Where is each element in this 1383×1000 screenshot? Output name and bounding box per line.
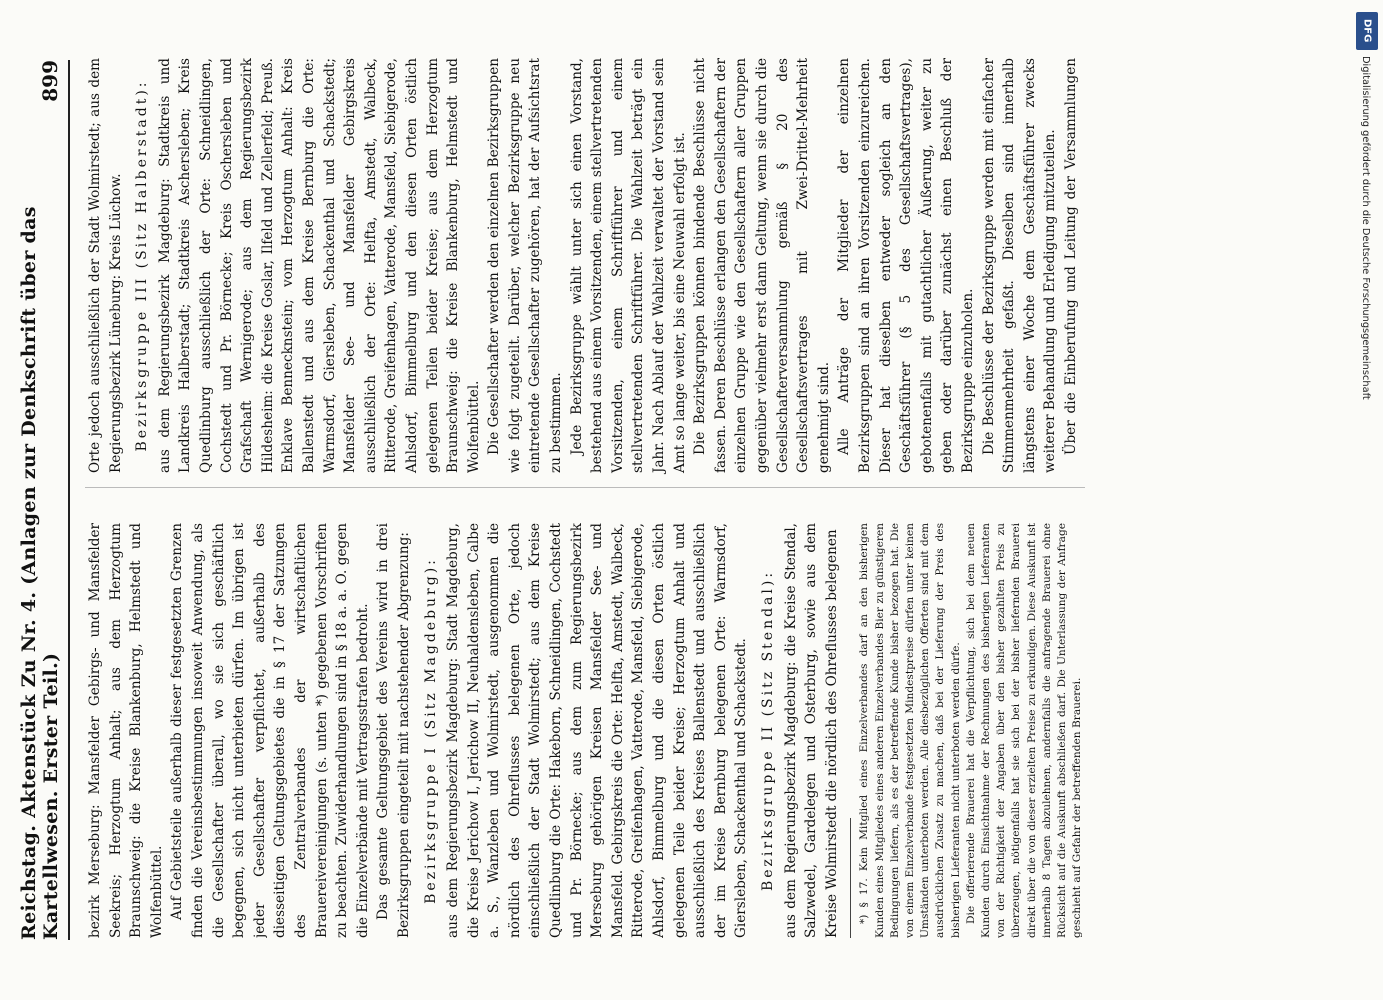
- paragraph: aus dem Regierungsbezirk Magdeburg: Stadtkreis und Landkreis Halberstadt; Stadtkreis Aschersleben; Kreis Quedlinburg ausschließlich der Orte: Schneidlingen, Cochstedt und Pr. Börnecke; Kreis Oschersleben und Grafschaft Wernigerode; aus dem Regierungsbezirk Hildesheim: die Kreise Goslar, Ilfeld und Zellerfeld; Preuß. Enklave Bennecknstein; vom Herzogtum Anhalt: Kreis Ballenstedt und aus dem Kreise Bernburg die Orte: Warmsdorf, Giersleben, Schackenthal und Schackstedt; Mansfelder See- und Mansfelder Gebirgskreis ausschließlich der Orte: Helfta, Amstedt, Walbeck, Ritterode, Greifenhagen, Vatterode, Mansfeld, Siebigerode, Ahlsdorf, Bimmelburg und den diesen Orten östlich gelegenen Teilen beider Kreise; aus dem Herzogtum Braunschweig: die Kreise Blankenburg, Helmstedt und Wolfenbüttel.: [156, 58, 482, 473]
- group-heading: Bezirksgruppe III (Sitz Halberstadt):: [134, 79, 151, 452]
- paragraph: Auf Gebietsteile außerhalb dieser festgesetzten Grenzen finden die Vereinsbestimmungen insoweit Anwendung, als die Gesellschafter überall, wo sie sich geschäftlich begegnen, sich nicht unterbieten dürfen. Im übrigen ist jeder Gesellschafter verpflichtet, außerhalb des diesseitigen Geltungsgebietes die in § 17 der Satzungen des Zentralverbandes der wirtschaftlichen Brauereivereinigungen (s. unten *) gegebenen Vorschriften zu beachten. Zuwiderhandlungen sind in § 18 a. a. O. gegen die Einzelverbände mit Vertragsstrafen bedroht.: [169, 523, 371, 938]
- paragraph: Über die Einberufung und Leitung der Versammlungen: [1062, 58, 1079, 455]
- paragraph: aus dem Regierungsbezirk Magdeburg: Stadt Magdeburg, die Kreise Jerichow I, Jerichow II, Neuhaldensleben, Calbe a. S., Wanzleben und Wolmirstedt, ausgenommen die nördlich des Ohreflusses belegenen Orte, jedoch einschließlich der Stadt Wolmirstedt; aus dem Kreise Quedlinburg die Orte: Hakeborn, Schneidlingen, Cochstedt und Pr. Börnecke; aus dem zum Regierungsbezirk Merseburg gehörigen Kreisen Mansfelder See- und Mansfeld. Gebirgskreis die Orte: Helfta, Amstedt, Walbeck, Ritterode, Greifenhagen, Vatterode, Mansfeld, Siebigerode, Ahlsdorf, Bimmelburg und die diesen Orten östlich gelegenen Teile beider Kreise; Herzogtum Anhalt und ausschließlich des Kreises Ballenstedt und ausschließlich der im Kreise Bernburg belegenen Orte: Warmsdorf, Giersleben, Schackenthal und Schackstedt.: [445, 523, 750, 938]
- footnote: *) § 17. Kein Mitglied eines Einzelverbandes darf an den bisherigen Kunden eines Mitgliedes eines anderen Einzelverbandes Bier zu günstigeren Bedingungen liefern, als es der betreffende Kunde bisher bezogen hat. Die von einem Einzelverbande festgesetzten Mindestpreise dürfen unter keinen Umständen unterboten werden. Alle diesbezüglichen Offerten sind mit dem ausdrücklichen Zusatz zu machen, daß bei der Lieferung der Preis des bisherigen Lieferanten nicht unterboten werden dürfe.: [858, 523, 962, 938]
- digitization-credit: Digitalisierung gefördert durch die Deutsche Forschungsgemeinschaft: [1360, 56, 1371, 400]
- dfg-logo: DFG: [1356, 12, 1378, 50]
- footnote-rule: [850, 818, 851, 938]
- footnote: Die offerierende Brauerei hat die Verpflichtung, sich bei dem neuen Kunden durch Einsichtnahme der Rechnungen des bisherigen Lieferanten von der Richtigkeit der Angaben über den bisher gezahlten Preis zu überzeugen, nötigenfalls hat sie sich bei der bisher liefernden Brauerei direkt über die von dieser erzielten Preise zu erkundigen. Diese Auskunft ist innerhalb 8 Tagen abzulehnen, andernfalls die anfragende Brauerei ohne Rücksicht auf die Auskunft abschließen darf. Die Unterlassung der Anfrage geschieht auf Gefahr der betreffenden Brauerei.: [964, 523, 1084, 938]
- paragraph: Die Gesellschafter werden den einzelnen Bezirksgruppen wie folgt zugeteilt. Darüber, welcher Bezirksgruppe neu eintretende Gesellschafter zugehören, hat der Aufsichtsrat zu bestimmen.: [486, 58, 565, 473]
- paragraph: Orte jedoch ausschließlich der Stadt Wolmirstedt; aus dem Regierungsbezirk Lüneburg: Kreis Lüchow.: [87, 58, 124, 473]
- paragraph: Das gesamte Geltungsgebiet des Vereins wird in drei Bezirksgruppen eingeteilt mit nachstehender Abgrenzung:: [375, 523, 412, 938]
- group-heading: Bezirksgruppe II (Sitz Stendal):: [760, 569, 776, 892]
- paragraph: Die Beschlüsse der Bezirksgruppe werden mit einfacher Stimmenmehrheit gefaßt. Dieselben sind innerhalb längstens einer Woche dem Geschäftsführer zwecks weiterer Behandlung und Erledigung mitzuteilen.: [980, 58, 1059, 473]
- paragraph: bezirk Merseburg: Mansfelder Gebirgs- und Mansfelder Seekreis; Herzogtum Anhalt; aus dem Herzogtum Braunschweig: die Kreise Blankenburg, Helmstedt und Wolfenbüttel.: [87, 523, 165, 938]
- header-title: Reichstag. Aktenstück Zu Nr. 4. (Anlagen zur Denkschrift über das Kartellwesen. Erster Teil.): [18, 206, 62, 940]
- right-column: [85, 58, 1085, 488]
- paragraph: aus dem Regierungsbezirk Magdeburg: die Kreise Stendal, Salzwedel, Gardelegen und Osterburg, sowie aus dem Kreise Wolmirstedt die nördlich des Ohreflusses belegenen: [782, 523, 840, 938]
- group-heading: Bezirksgruppe I (Sitz Magdeburg):: [422, 557, 439, 904]
- paragraph: Die Bezirksgruppen können bindende Beschlüsse nicht fassen. Deren Beschlüsse erlangen den Gesellschaftern der einzelnen Gruppe wie den Gesellschaftern aller Gruppen gegenüber vielmehr erst dann Geltung, wenn sie durch die Gesellschafterversammlung gemäß § 20 des Gesellschaftsvertrages mit Zwei-Drittel-Mehrheit genehmigt sind.: [692, 58, 832, 473]
- left-column: [85, 523, 1085, 938]
- paragraph: Alle Anträge der Mitglieder der einzelnen Bezirksgruppen sind an ihren Vorsitzenden einzureichen. Dieser hat dieselben entweder sogleich an den Geschäftsführer (§ 5 des Gesellschaftsvertrages), gebotenenfalls mit gutachtlicher Äußerung, weiter zu geben oder darüber zunächst einen Beschluß der Bezirksgruppe einzuholen.: [836, 58, 976, 473]
- page-header: [18, 60, 70, 940]
- page-number: 899: [38, 60, 62, 102]
- paragraph: Jede Bezirksgruppe wählt unter sich einen Vorstand, bestehend aus einem Vorsitzenden, einem stellvertretenden Vorsitzenden, einem Schriftführer und einem stellvertretenden Schriftführer. Die Wahlzeit beträgt ein Jahr. Nach Ablauf der Wahlzeit verwaltet der Vorstand sein Amt so lange weiter, bis eine Neuwahl erfolgt ist.: [568, 58, 688, 473]
